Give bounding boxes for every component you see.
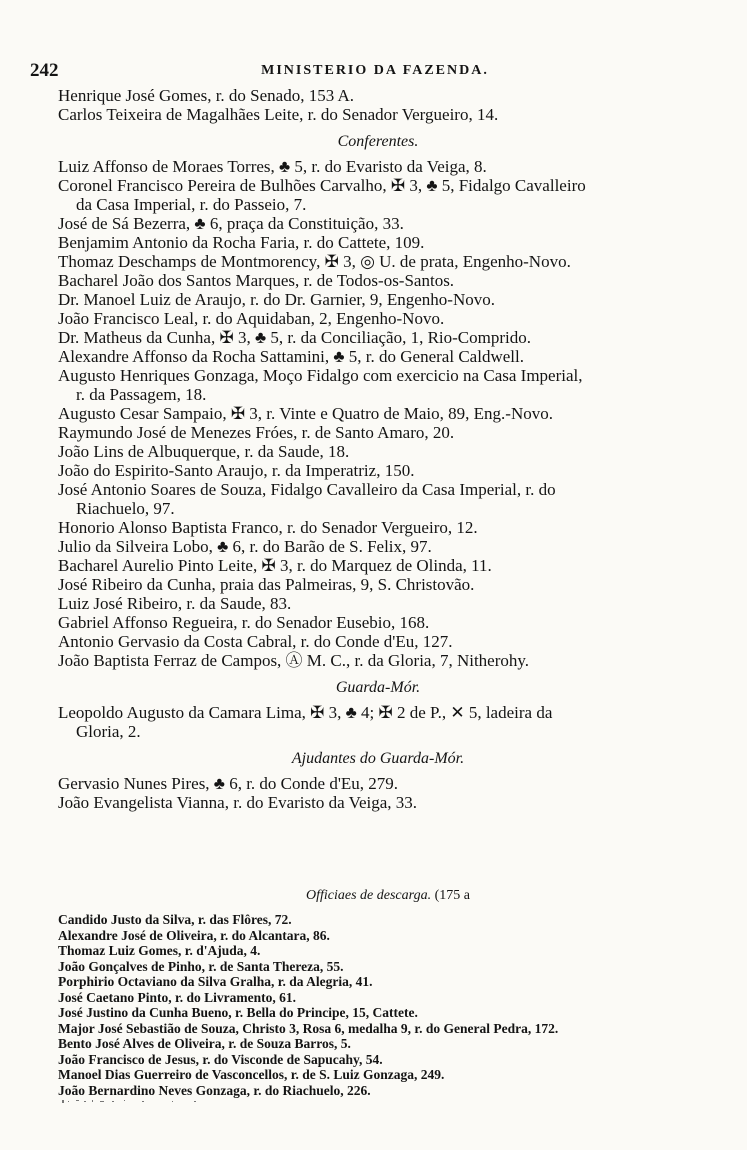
officiaes-title: Officiaes de descarga. (306, 888, 432, 903)
entry-continuation: da Casa Imperial, r. do Passeio, 7. (76, 195, 307, 214)
list-item: Bacharel João dos Santos Marques, r. de Todos-os-Santos. (58, 271, 455, 290)
ajudantes-list (58, 774, 698, 812)
list-item: José Antonio Soares de Souza, Fidalgo Cavalleiro da Casa Imperial, r. do (58, 480, 556, 499)
entry-continuation: Riachuelo, 97. (76, 499, 175, 518)
list-item: Dr. Matheus da Cunha, ✠ 3, ♣ 5, r. da Conciliação, 1, Rio-Comprido. (58, 328, 532, 347)
print-specks (62, 1098, 202, 1104)
list-item: Thomaz Deschamps de Montmorency, ✠ 3, ◎ U. de prata, Engenho-Novo. (58, 252, 571, 271)
guarda-mor-list (58, 703, 698, 741)
list-item: Henrique José Gomes, r. do Senado, 153 A. (58, 86, 355, 105)
top-entries (58, 86, 698, 124)
list-item: Coronel Francisco Pereira de Bulhões Carvalho, ✠ 3, ♣ 5, Fidalgo Cavalleiro (58, 176, 586, 195)
list-item: Honorio Alonso Baptista Franco, r. do Senador Vergueiro, 12. (58, 518, 478, 537)
running-head: MINISTERIO DA FAZENDA. (261, 63, 489, 78)
officiaes-section (58, 882, 718, 1098)
list-item: Antonio Gervasio da Costa Cabral, r. do Conde d'Eu, 127. (58, 632, 453, 651)
list-item: Raymundo José de Menezes Fróes, r. de Santo Amaro, 20. (58, 423, 455, 442)
list-item: José Ribeiro da Cunha, praia das Palmeiras, 9, S. Christovão. (58, 575, 475, 594)
list-item: Julio da Silveira Lobo, ♣ 6, r. do Barão de S. Felix, 97. (58, 537, 432, 556)
list-item: Benjamim Antonio da Rocha Faria, r. do Cattete, 109. (58, 233, 425, 252)
list-item: João Evangelista Vianna, r. do Evaristo da Veiga, 33. (58, 793, 418, 812)
main-text (58, 86, 698, 812)
section-heading-conferentes: Conferentes. (337, 133, 419, 150)
list-item: José Caetano Pinto, r. do Livramento, 61. (58, 989, 296, 1005)
list-item: Porphirio Octaviano da Silva Gralha, r. da Alegria, 41. (58, 974, 373, 989)
list-item: Bacharel Aurelio Pinto Leite, ✠ 3, r. do Marquez de Olinda, 11. (58, 556, 492, 575)
list-item: João do Espirito-Santo Araujo, r. da Imperatriz, 150. (58, 461, 415, 480)
list-item: Bento José Alves de Oliveira, r. de Souza Barros, 5. (58, 1036, 351, 1051)
officiaes-note: (175 a (434, 888, 470, 903)
list-item: Augusto Cesar Sampaio, ✠ 3, r. Vinte e Quatro de Maio, 89, Eng.-Novo. (58, 404, 553, 423)
list-item: Alexandre Affonso da Rocha Sattamini, ♣ 5, r. do General Caldwell. (58, 347, 524, 366)
list-item: Manoel Dias Guerreiro de Vasconcellos, r. de S. Luiz Gonzaga, 249. (58, 1067, 445, 1082)
list-item: João Bernardino Neves Gonzaga, r. do Riachuelo, 226. (58, 1082, 371, 1098)
list-item: Dr. Manoel Luiz de Araujo, r. do Dr. Garnier, 9, Engenho-Novo. (58, 290, 495, 309)
list-item: João Lins de Albuquerque, r. da Saude, 18. (58, 442, 350, 461)
conferentes-list (58, 157, 698, 670)
list-item: Gabriel Affonso Regueira, r. do Senador Eusebio, 168. (58, 613, 430, 632)
list-item: João Francisco de Jesus, r. do Visconde de Sapucahy, 54. (58, 1051, 383, 1067)
officiaes-list (58, 912, 718, 1098)
list-item: José Justino da Cunha Bueno, r. Bella do Principe, 15, Cattete. (58, 1005, 418, 1020)
list-item: Augusto Henriques Gonzaga, Moço Fidalgo com exercicio na Casa Imperial, (58, 366, 583, 385)
list-item: Gervasio Nunes Pires, ♣ 6, r. do Conde d'Eu, 279. (58, 774, 399, 793)
list-item: Luiz José Ribeiro, r. da Saude, 83. (58, 594, 292, 613)
entry-continuation: Gloria, 2. (76, 722, 141, 741)
list-item: João Gonçalves de Pinho, r. de Santa Thereza, 55. (58, 958, 344, 974)
section-heading-guarda-mor: Guarda-Mór. (335, 679, 421, 696)
list-item: Thomaz Luiz Gomes, r. d'Ajuda, 4. (58, 943, 261, 958)
section-heading-ajudantes: Ajudantes do Guarda-Mór. (291, 750, 465, 767)
list-item: Major José Sebastião de Souza, Christo 3, Rosa 6, medalha 9, r. do General Pedra, 172. (58, 1020, 559, 1036)
list-item: João Baptista Ferraz de Campos, Ⓐ M. C., r. da Gloria, 7, Nitherohy. (58, 651, 530, 670)
page-number: 242 (30, 60, 59, 81)
page-header (30, 60, 720, 86)
list-item: Leopoldo Augusto da Camara Lima, ✠ 3, ♣ 4; ✠ 2 de P., ✕ 5, ladeira da (58, 703, 553, 722)
list-item: Candido Justo da Silva, r. das Flôres, 72. (58, 912, 292, 927)
list-item: Alexandre José de Oliveira, r. do Alcantara, 86. (58, 927, 330, 943)
list-item: João Francisco Leal, r. do Aquidaban, 2, Engenho-Novo. (58, 309, 445, 328)
list-item: José de Sá Bezerra, ♣ 6, praça da Constituição, 33. (58, 214, 404, 233)
list-item: Carlos Teixeira de Magalhães Leite, r. do Senador Vergueiro, 14. (58, 105, 499, 124)
list-item: Luiz Affonso de Moraes Torres, ♣ 5, r. do Evaristo da Veiga, 8. (58, 157, 487, 176)
section-heading-officiaes (58, 886, 718, 906)
entry-continuation: r. da Passagem, 18. (76, 385, 207, 404)
